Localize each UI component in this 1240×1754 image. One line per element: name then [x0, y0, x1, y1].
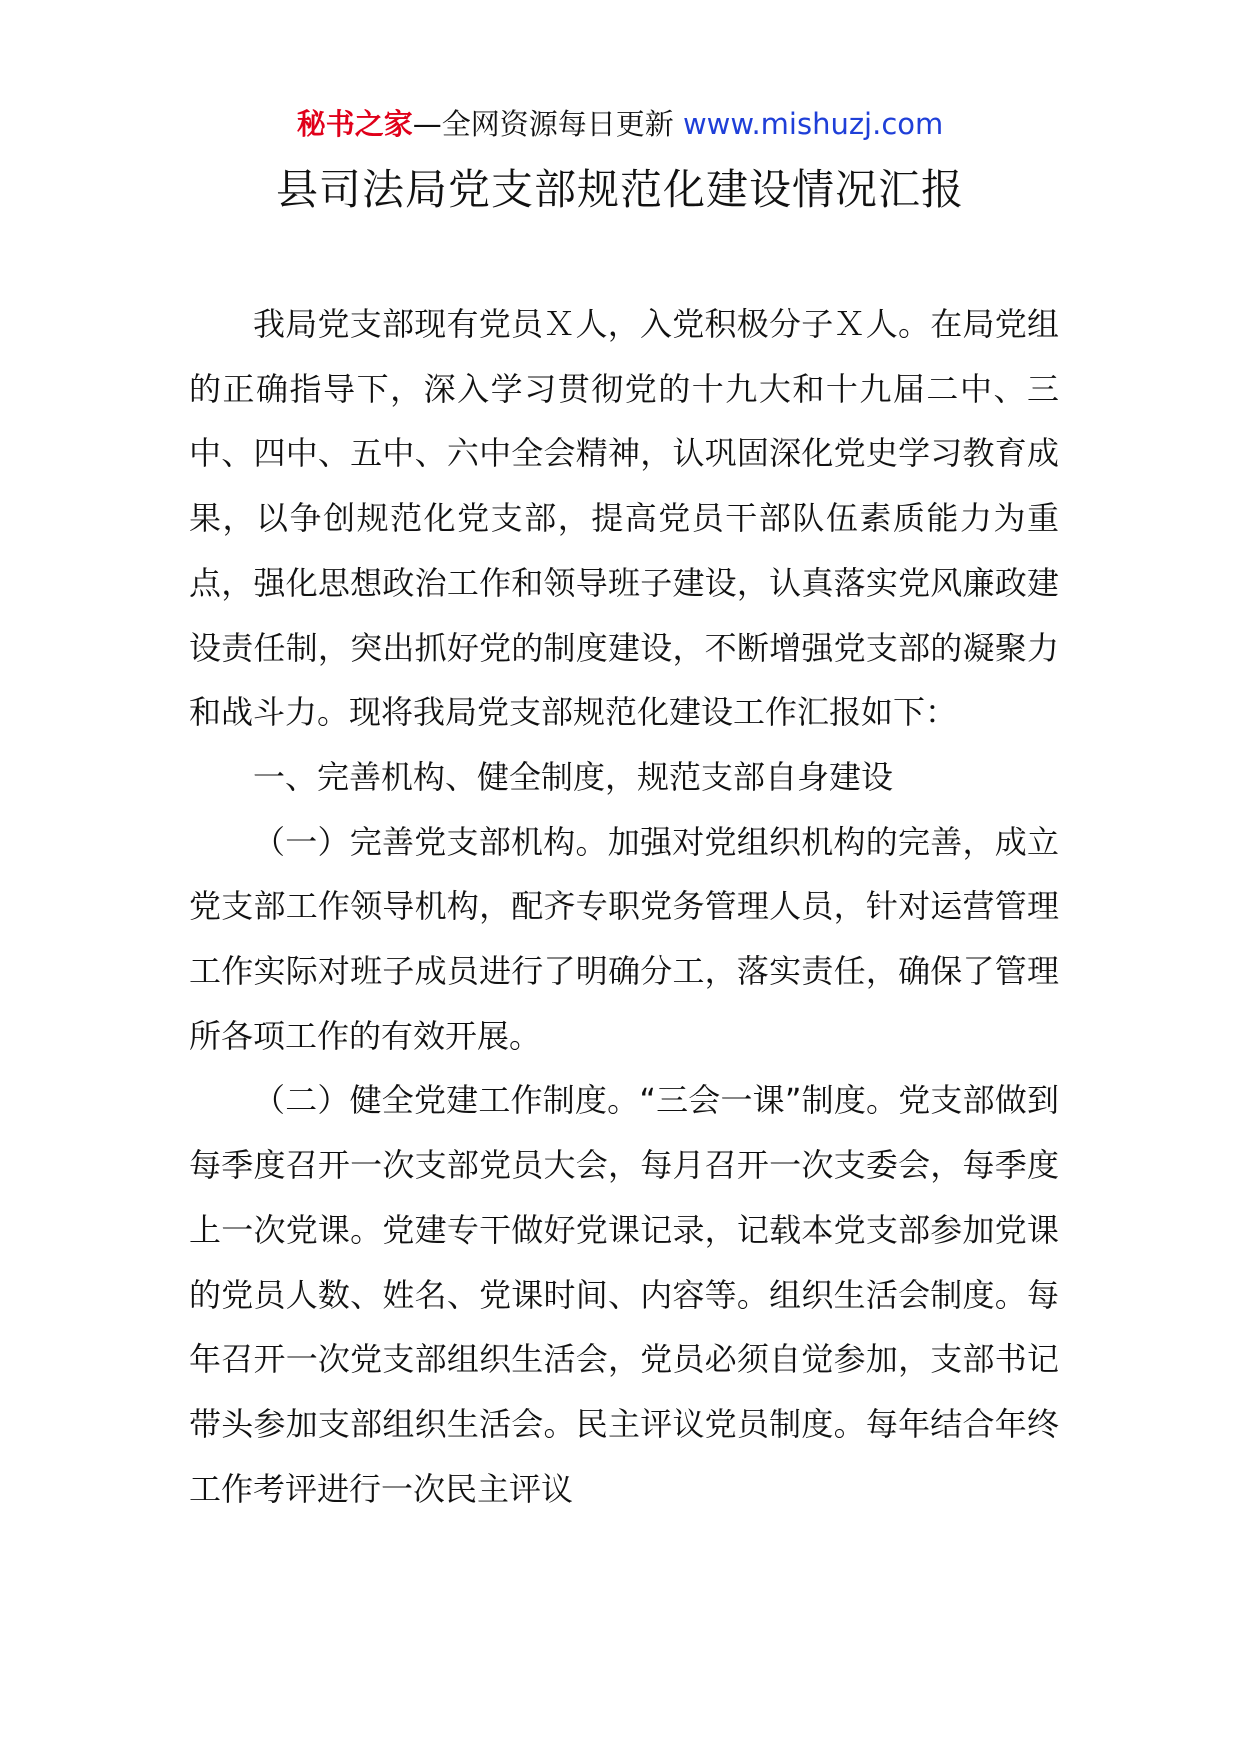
header-tagline: —全网资源每日更新 [412, 107, 683, 141]
intro-paragraph: 我局党支部现有党员Ｘ人，入党积极分子Ｘ人。在局党组的正确指导下，深入学习贯彻党的十九大和十九届二中、三中、四中、五中、六中全会精神，认巩固深化党史学习教育成果，以争创规范化党支部，提高党员干部队伍素质能力为重点，强化思想政治工作和领导班子建设，认真落实党风廉政建设责任制，突出抓好党的制度建设，不断增强党支部的凝聚力和战斗力。现将我局党支部规范化建设工作汇报如下： [189, 305, 1059, 732]
subsection-paragraph-2: （二）健全党建工作制度。“三会一课”制度。党支部做到每季度召开一次支部党员大会，每月召开一次支委会，每季度上一次党课。党建专干做好党课记录，记载本党支部参加党课的党员人数、姓名、党课时间、内容等。组织生活会制度。每年召开一次党支部组织生活会，党员必须自觉参加，支部书记带头参加支部组织生活会。民主评议党员制度。每年结合年终工作考评进行一次民主评议 [189, 1081, 1059, 1508]
document-title: 县司法局党支部规范化建设情况汇报 [275, 165, 964, 214]
brand-name: 秘书之家 [296, 107, 413, 141]
subsection-paragraph-1: （一）完善党支部机构。加强对党组织机构的完善，成立党支部工作领导机构，配齐专职党务管理人员，针对运营管理工作实际对班子成员进行了明确分工，落实责任，确保了管理所各项工作的有效开展。 [189, 822, 1059, 1055]
document-body [189, 292, 1059, 1521]
section-heading: 一、完善机构、健全制度，规范支部自身建设 [253, 757, 894, 796]
site-header [0, 104, 1240, 144]
site-url-link[interactable]: www.mishuzj.com [682, 107, 944, 141]
